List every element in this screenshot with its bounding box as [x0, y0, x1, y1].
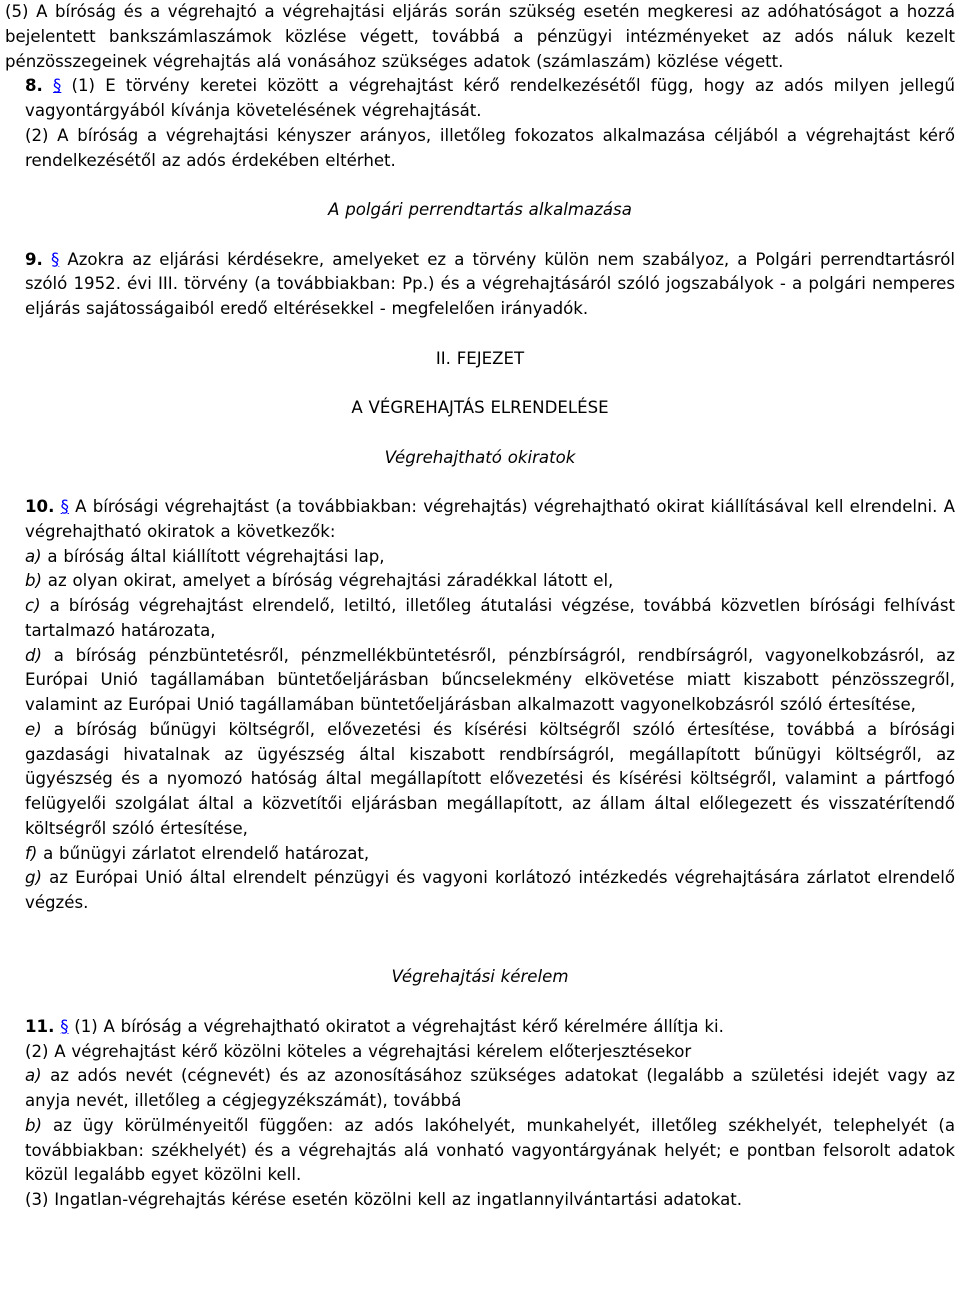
paragraph-text: (1) E törvény keretei között a végrehajtást kérő rendelkezésétől függ, hogy az adós milyen jellegű vagyontárgyából kívánja követelésének végrehajtását. [25, 76, 955, 120]
paragraph-text: (5) A bíróság és a végrehajtó a végrehajtási eljárás során szükség esetén megkeresi az adóhatóságot a hozzá bejelentett bankszámlaszámok közlése végett, továbbá a pénzügyi intézményeket az adós náluk kezelt pénzösszegeinek végrehajtás alá vonásához szükséges adatok (számlaszám) közlése végett. [5, 2, 955, 71]
paragraph-text: a bíróság bűnügyi költségről, elővezetési és kísérési költségről szóló értesítése, továbbá a bírósági gazdasági hivatalnak az ügyészség által kiszabott rendbírságról, megállapított bűnügyi költségről, az ügyészség és a nyomozó hatóság által megállapított elővezetési és kísérési költségről, valamint a pártfogó felügyelői szolgálat által a közvetítői eljárásban megállapított, az állam által előlegezett és visszatérítendő költségről szóló értesítése, [25, 719, 955, 838]
list-item-label: a) [25, 546, 42, 566]
paragraph [5, 495, 955, 545]
section-heading: A polgári perrendtartás alkalmazása [328, 200, 632, 219]
paragraph [5, 74, 955, 124]
paragraph [5, 124, 955, 174]
section-heading: A VÉGREHAJTÁS ELRENDELÉSE [351, 398, 609, 417]
paragraph-text: a bíróság végrehajtást elrendelő, letiltó, illetőleg átutalási végzése, továbbá közvetlen bírósági felhívást tartalmazó határozata, [25, 596, 955, 640]
paragraph-text: (3) Ingatlan-végrehajtás kérése esetén közölni kell az ingatlannyilvántartási adatokat. [25, 1190, 743, 1209]
list-item-label: b) [25, 1115, 43, 1135]
paragraph [5, 545, 955, 570]
paragraph-text: A bírósági végrehajtást (a továbbiakban: végrehajtás) végrehajtható okirat kiállításával kell elrendelni. A végrehajtható okiratok a következők: [25, 497, 956, 541]
paragraph-text: (2) A bíróság a végrehajtási kényszer arányos, illetőleg fokozatos alkalmazása céljából a végrehajtást kérő rendelkezésétől az adós érdekében eltérhet. [25, 125, 955, 170]
paragraph-text: a bíróság által kiállított végrehajtási lap, [41, 546, 385, 566]
paragraph-text: az Európai Unió által elrendelt pénzügyi és vagyoni korlátozó intézkedés végrehajtására zárlatot elrendelő végzés. [25, 868, 955, 912]
paragraph-text [43, 76, 53, 95]
paragraph [5, 0, 955, 74]
list-item-label: a) [25, 1066, 42, 1086]
paragraph [5, 1114, 955, 1188]
section-sign-link[interactable]: § [60, 497, 69, 516]
list-item-label: f) [25, 843, 38, 863]
paragraph-text [43, 250, 51, 269]
list-item-label: b) [25, 571, 43, 591]
list-item-label: g) [25, 868, 43, 888]
paragraph-text: a bíróság pénzbüntetésről, pénzmellékbüntetésről, pénzbírságról, rendbírságról, vagyonelkobzásról, az Európai Unió tagállamában büntetőeljárásban bűncselekmény elkövetése miatt kiszabott pénzösszegről, valamint az Európai Unió tagállamában büntetőeljárásban alkalmazott vagyonelkobzásról szóló értesítése, [25, 645, 955, 714]
section-number: 8. [25, 76, 43, 96]
paragraph [5, 1188, 955, 1213]
paragraph [5, 1015, 955, 1040]
paragraph [5, 569, 955, 594]
section-sign-link[interactable]: § [53, 76, 62, 96]
section-heading: Végrehajtható okiratok [384, 447, 576, 467]
paragraph [5, 866, 955, 916]
paragraph [5, 842, 955, 867]
list-item-label: d) [25, 645, 43, 665]
paragraph [5, 1040, 955, 1065]
paragraph [5, 594, 955, 644]
paragraph [5, 1064, 955, 1114]
paragraph-text: az ügy körülményeitől függően: az adós lakóhelyét, munkahelyét, illetőleg székhelyét, telephelyét (a továbbiakban: székhelyét) és a végrehajtás alá vonható vagyontárgyának helyét; e pontban felsorolt adatok közül legalább egyet közölni kell. [25, 1115, 955, 1185]
document-page [5, 0, 955, 1213]
section-heading: II. FEJEZET [435, 348, 525, 368]
paragraph-text: Azokra az eljárási kérdésekre, amelyeket ez a törvény külön nem szabályoz, a Polgári perrendtartásról szóló 1952. évi III. törvény (a továbbiakban: Pp.) és a végrehajtásáról szóló jogszabályok - a polgári nemperes eljárás sajátosságaiból eredő eltérésekkel - megfelelően irányadók. [25, 249, 955, 318]
section-number: 9. [25, 249, 43, 269]
paragraph-text: az adós nevét (cégnevét) és az azonosításához szükséges adatokat (legalább a születési idejét vagy az anyja nevét, illetőleg a cégjegyzékszámát), továbbá [25, 1066, 955, 1110]
list-item-label: e) [25, 719, 42, 739]
paragraph-text: az olyan okirat, amelyet a bíróság végrehajtási záradékkal látott el, [42, 571, 614, 591]
paragraph-text: a bűnügyi zárlatot elrendelő határozat, [37, 843, 370, 863]
paragraph [5, 718, 955, 842]
paragraph [5, 644, 955, 718]
paragraph-text: (1) A bíróság a végrehajtható okiratot a végrehajtást kérő kérelmére állítja ki. [68, 1016, 724, 1036]
section-number: 10. [25, 497, 55, 516]
section-number: 11. [25, 1016, 55, 1036]
section-sign-link[interactable]: § [60, 1016, 69, 1036]
section-heading: Végrehajtási kérelem [391, 967, 569, 987]
section-sign-link[interactable]: § [50, 249, 60, 269]
paragraph-text: (2) A végrehajtást kérő közölni köteles a végrehajtási kérelem előterjesztésekor [25, 1041, 692, 1061]
paragraph [5, 248, 955, 322]
list-item-label: c) [25, 596, 41, 615]
